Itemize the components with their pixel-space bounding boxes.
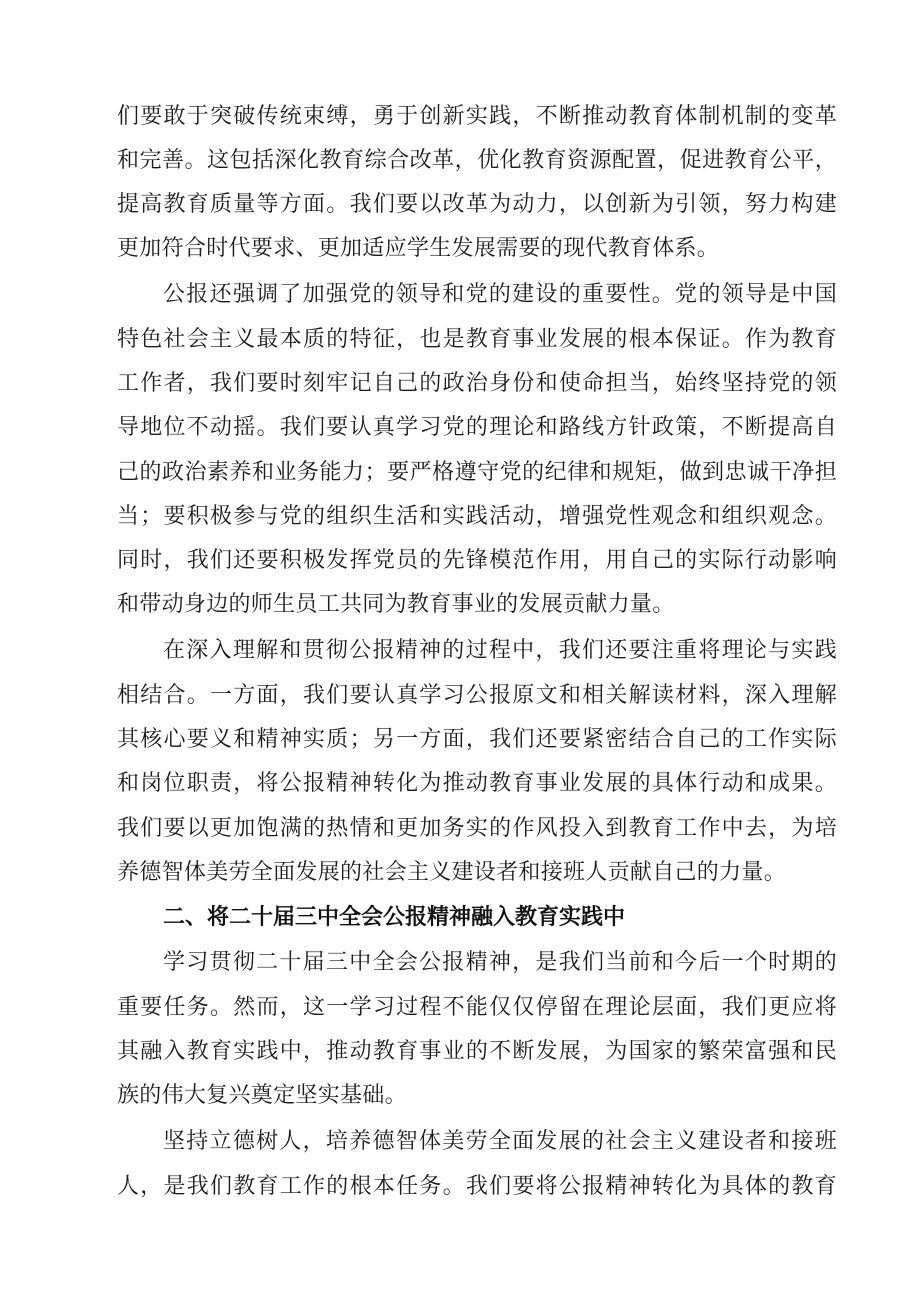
text-line: 在深入理解和贯彻公报精神的过程中，我们还要注重将理论与实践	[163, 638, 837, 663]
text-line: 同时，我们还要积极发挥党员的先锋模范作用，用自己的实际行动影响	[117, 548, 837, 573]
text-line: 提高教育质量等方面。我们要以改革为动力，以创新为引领，努力构建	[117, 192, 837, 217]
text-line: 人，是我们教育工作的根本任务。我们要将公报精神转化为具体的教育	[117, 1174, 837, 1199]
text-line: 和完善。这包括深化教育综合改革，优化教育资源配置，促进教育公平，	[117, 148, 837, 173]
text-line: 族的伟大复兴奠定坚实基础。	[117, 1083, 407, 1108]
text-line: 当；要积极参与党的组织生活和实践活动，增强党性观念和组织观念。	[117, 504, 837, 529]
text-line: 导地位不动摇。我们要认真学习党的理论和路线方针政策，不断提高自	[117, 415, 837, 440]
text-line: 相结合。一方面，我们要认真学习公报原文和相关解读材料，深入理解	[117, 683, 837, 708]
text-line: 其核心要义和精神实质；另一方面，我们还要紧密结合自己的工作实际	[117, 727, 837, 752]
text-line: 其融入教育实践中，推动教育事业的不断发展，为国家的繁荣富强和民	[117, 1039, 837, 1064]
text-line: 和岗位职责，将公报精神转化为推动教育事业发展的具体行动和成果。	[117, 771, 837, 796]
text-line: 更加符合时代要求、更加适应学生发展需要的现代教育体系。	[117, 236, 720, 261]
section-heading: 二、将二十届三中全会公报精神融入教育实践中	[163, 905, 626, 930]
text-line: 学习贯彻二十届三中全会公报精神，是我们当前和今后一个时期的	[163, 950, 837, 975]
text-line: 和带动身边的师生员工共同为教育事业的发展贡献力量。	[117, 592, 675, 617]
text-line: 公报还强调了加强党的领导和党的建设的重要性。党的领导是中国	[163, 282, 837, 307]
text-line: 特色社会主义最本质的特征，也是教育事业发展的根本保证。作为教育	[117, 327, 837, 352]
text-line: 工作者，我们要时刻牢记自己的政治身份和使命担当，始终坚持党的领	[117, 371, 837, 396]
text-line: 己的政治素养和业务能力；要严格遵守党的纪律和规矩，做到忠诚干净担	[117, 460, 837, 485]
text-line: 重要任务。然而，这一学习过程不能仅仅停留在理论层面，我们更应将	[117, 995, 837, 1020]
text-line: 我们要以更加饱满的热情和更加务实的作风投入到教育工作中去，为培	[117, 816, 837, 841]
text-line: 养德智体美劳全面发展的社会主义建设者和接班人贡献自己的力量。	[117, 860, 787, 885]
text-line: 们要敢于突破传统束缚，勇于创新实践，不断推动教育体制机制的变革	[117, 104, 837, 129]
text-line: 坚持立德树人，培养德智体美劳全面发展的社会主义建设者和接班	[163, 1129, 837, 1154]
